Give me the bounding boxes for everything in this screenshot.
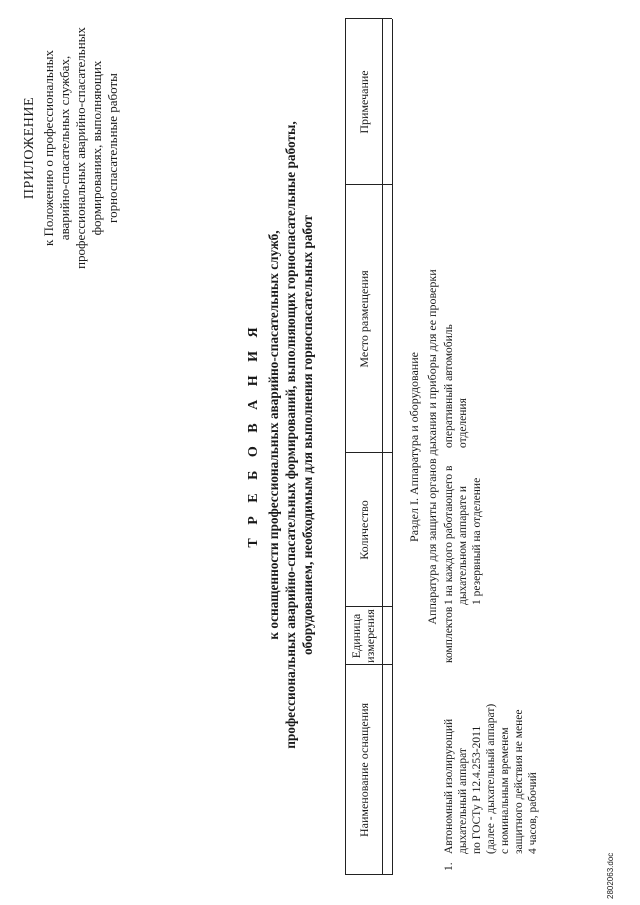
appendix-block	[22, 3, 121, 293]
title-block	[246, 0, 316, 875]
appendix-line: к Положению о профессиональных	[41, 49, 56, 247]
header-name: Наименование оснащения	[357, 702, 371, 838]
appendix-line: горноспасательные работы	[105, 73, 120, 223]
header-unit: Единица измерения	[349, 609, 377, 663]
header-quantity: Количество	[357, 500, 371, 560]
subtitle-line: профессиональных аварийно-спасательных формирований, выполняющих горноспасательные работы,	[283, 121, 298, 749]
appendix-line: профессиональных аварийно-спасательных	[73, 27, 88, 269]
table-top-border	[345, 19, 346, 875]
appendix-line: формированиях, выполняющих	[89, 60, 104, 236]
row-name: Автономный изолирующий дыхательный аппарат по ГОСТу Р 12.4.253-2011 (далее - дыхательный аппарат) с номинальным временем защитного действия не менее 4 часов, рабочий	[443, 703, 539, 854]
section-title: Раздел I. Аппаратура и оборудование	[407, 352, 421, 542]
table-header-divider	[382, 19, 383, 875]
subtitle-line: оборудованием, необходимым для выполнения горноспасательных работ	[300, 215, 315, 655]
subsection-title: Аппаратура для защиты органов дыхания и приборы для ее проверки	[425, 269, 439, 625]
header-note: Примечание	[357, 70, 371, 134]
appendix-heading: ПРИЛОЖЕНИЕ	[22, 96, 37, 200]
row-quantity: 1 на каждого работающего в дыхательном аппарате и 1 резервный на отделение	[443, 465, 483, 605]
document-filename: 2802063.doc	[606, 852, 615, 899]
subtitle-line: к оснащенности профессиональных аварийно-спасательных служб,	[266, 230, 281, 640]
table-bottom-border	[392, 19, 393, 875]
document-heading: Т Р Е Б О В А Н И Я	[246, 322, 261, 548]
appendix-line: аварийно-спасательных службах,	[57, 55, 72, 241]
row-placement: оперативный автомобиль отделения	[443, 324, 469, 448]
row-unit: комплектов	[443, 606, 455, 663]
header-placement: Место размещения	[357, 270, 371, 368]
row-number: 1.	[443, 862, 455, 871]
